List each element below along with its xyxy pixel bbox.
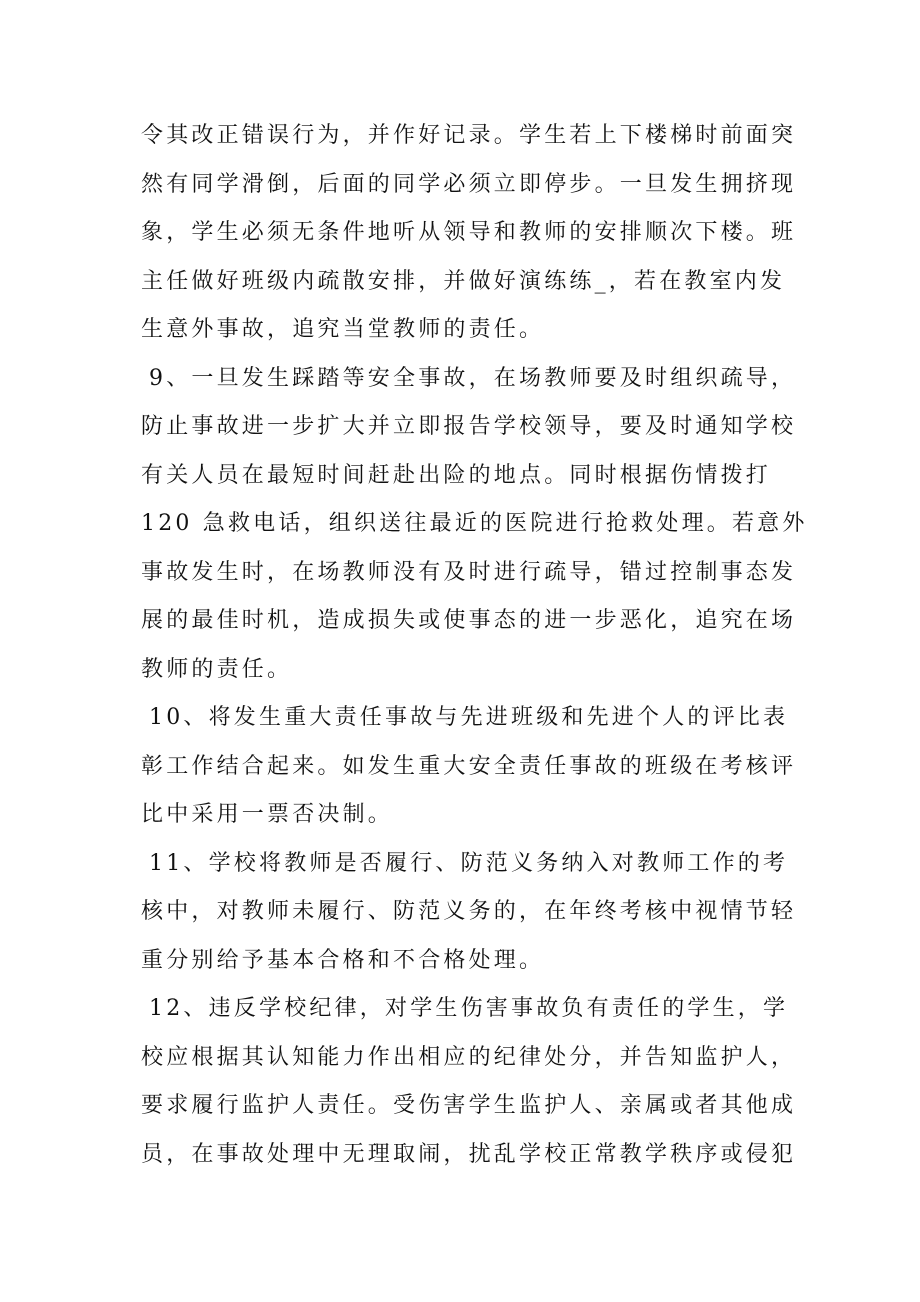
text-line: 事故发生时，在场教师没有及时进行疏导，错过控制事态发 (141, 559, 797, 585)
text-line: 然有同学滑倒，后面的同学必须立即停步。一旦发生拥挤现 (141, 171, 797, 197)
text-line: 有关人员在最短时间赶赴出险的地点。同时根据伤情拨打 (141, 462, 772, 488)
text-line: 校应根据其认知能力作出相应的纪律处分，并告知监护人， (141, 1044, 797, 1070)
text-line: 比中采用一票否决制。 (141, 802, 394, 827)
paragraph-12-start: 12、违反学校纪律，对学生伤害事故负有责任的学生，学 (149, 996, 789, 1021)
text-line: 生意外事故，追究当堂教师的责任。 (141, 317, 545, 342)
paragraph-9-start: 9、一旦发生踩踏等安全事故，在场教师要及时组织疏导， (149, 365, 797, 391)
text-line: 防止事故进一步扩大并立即报告学校领导，要及时通知学校 (141, 414, 797, 439)
paragraph-10-start: 10、将发生重大责任事故与先进班级和先进个人的评比表 (149, 705, 789, 730)
text-line: 象，学生必须无条件地听从领导和教师的安排顺次下楼。班 (141, 220, 797, 245)
text-line: 展的最佳时机，造成损失或使事态的进一步恶化，追究在场 (141, 608, 797, 633)
text-line: 重分别给予基本合格和不合格处理。 (141, 947, 545, 973)
document-body (141, 112, 808, 1179)
paragraph-11-start: 11、学校将教师是否履行、防范义务纳入对教师工作的考 (149, 850, 789, 876)
text-line: 员，在事故处理中无理取闹，扰乱学校正常教学秩序或侵犯 (141, 1141, 797, 1167)
text-line: 令其改正错误行为，并作好记录。学生若上下楼梯时前面突 (141, 123, 797, 148)
text-line: 主任做好班级内疏散安排，并做好演练练_，若在教室内发 (141, 268, 786, 294)
text-line: 彰工作结合起来。如发生重大安全责任事故的班级在考核评 (141, 753, 797, 779)
text-line: 核中，对教师未履行、防范义务的，在年终考核中视情节轻 (141, 899, 797, 924)
text-line: 要求履行监护人责任。受伤害学生监护人、亲属或者其他成 (141, 1093, 797, 1118)
text-line: 教师的责任。 (141, 656, 293, 682)
text-line: 120 急救电话，组织送往最近的医院进行抢救处理。若意外 (141, 511, 808, 536)
